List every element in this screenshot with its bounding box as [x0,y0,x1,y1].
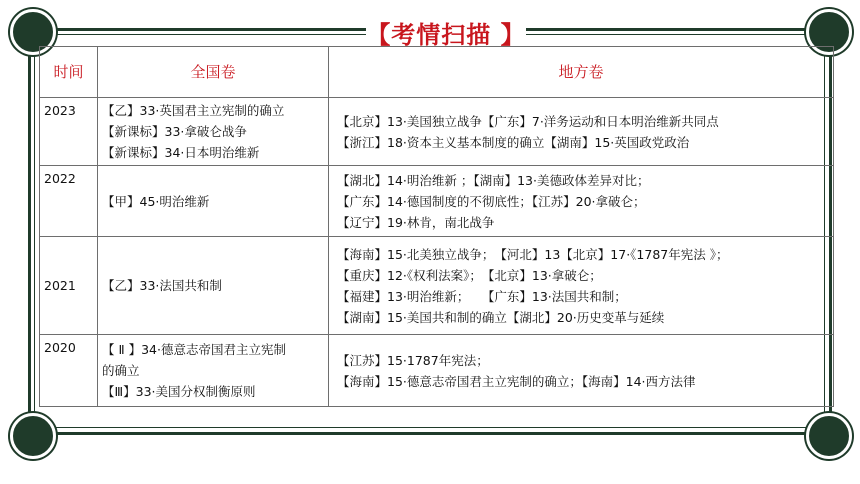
local-cell [329,237,834,335]
local-entry: 【浙江】18·资本主义基本制度的确立【湖南】15·英国政党政治 [337,134,690,150]
header-local: 地方卷 [329,47,834,98]
table-header-row [40,47,834,98]
national-entry: 【新课标】34·日本明治维新 [102,145,260,160]
header-time: 时间 [40,47,98,98]
national-cell [98,237,329,335]
national-entry: 【新课标】33·拿破仑战争 [102,124,247,139]
table-row [40,98,834,166]
national-cell [98,98,329,166]
frame-bottom-line [30,432,830,435]
national-entry: 【Ⅲ】33·美国分权制衡原则 [102,384,256,399]
national-entry: 【 Ⅱ 】34·德意志帝国君主立宪制 [102,342,286,357]
national-entry: 【甲】45·明治维新 [102,193,210,209]
local-entry: 【江苏】15·1787年宪法； [337,352,489,368]
frame-bottom-line-inner [30,427,830,428]
year-cell: 2022 [40,166,98,237]
exam-table [39,46,834,407]
local-entry: 【辽宁】19·林肯，南北战争 [337,214,495,230]
local-entry: 【福建】13·明治维新； 【广东】13·法国共和制； [337,288,627,304]
year-cell: 2021 [40,237,98,335]
local-entry: 【重庆】12·《权利法案》； 【北京】13·拿破仑； [337,267,602,283]
local-cell [329,166,834,237]
local-entry: 【海南】15·北美独立战争； 【河北】13【北京】17·《1787年宪法 》； [337,246,729,262]
header-national: 全国卷 [98,47,329,98]
national-entry: 【乙】33·英国君主立宪制的确立 [102,103,285,118]
national-cell [98,166,329,237]
local-entry: 【湖北】14·明治维新 ；【湖南】13·美德政体差异对比； [337,172,650,188]
frame-left-line-inner [34,30,35,434]
national-cell [98,335,329,407]
year-cell: 2020 [40,335,98,407]
local-entry: 【湖南】15·美国共和制的确立【湖北】20·历史变革与延续 [337,309,665,325]
local-entry: 【广东】14·德国制度的不彻底性；【江苏】20·拿破仑； [337,193,646,209]
national-entry: 【乙】33·法国共和制 [102,278,222,293]
table-row [40,335,834,407]
local-entry: 【北京】13·美国独立战争【广东】7·洋务运动和日本明治维新共同点 [337,113,719,129]
national-entry: 的确立 [102,363,140,378]
year-cell: 2023 [40,98,98,166]
corner-circle-bottom-left [10,413,56,459]
page-title: 【考情扫描 】 [366,20,526,49]
frame-left-line [28,30,31,434]
local-cell [329,335,834,407]
corner-circle-bottom-right [806,413,852,459]
table-row [40,237,834,335]
local-entry: 【海南】15·德意志帝国君主立宪制的确立；【海南】14·西方法律 [337,373,696,389]
table-row [40,166,834,237]
local-cell [329,98,834,166]
